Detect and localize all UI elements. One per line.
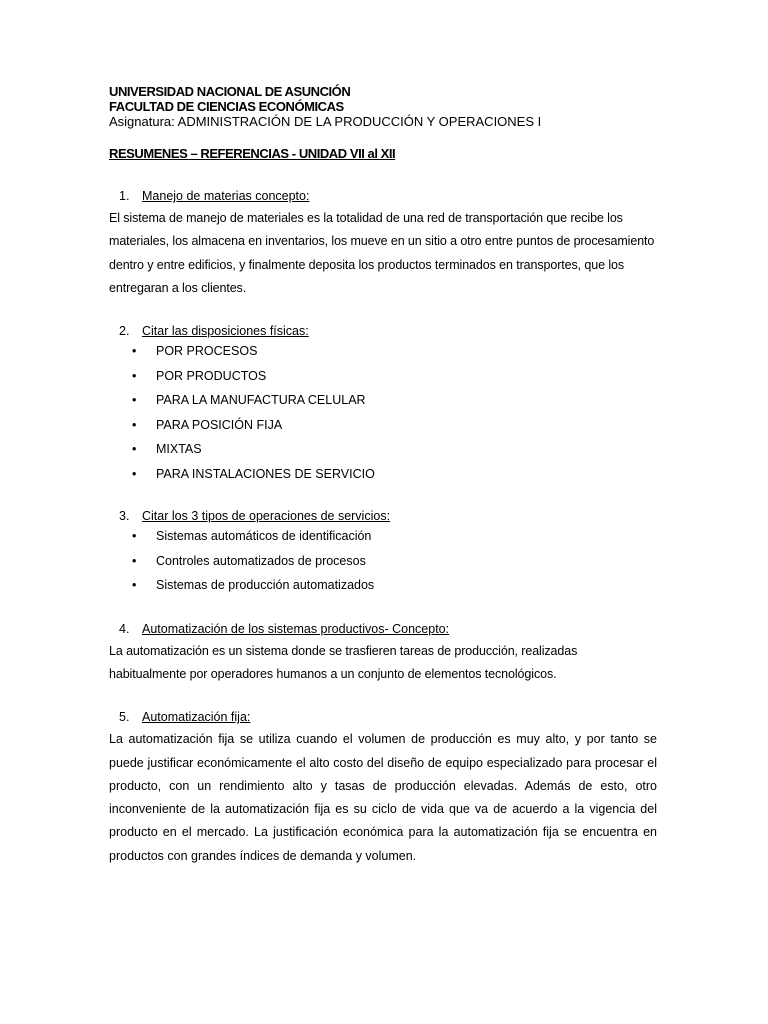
list-item [109,573,657,598]
bullet-icon: • [132,417,137,432]
list-item [109,462,657,487]
bullet-icon: • [132,368,137,383]
question-title: Citar los 3 tipos de operaciones de servicios: [142,509,391,524]
subject-line: Asignatura: ADMINISTRACIÓN DE LA PRODUCCIÓN Y OPERACIONES I [109,114,542,129]
list-item-text: PARA POSICIÓN FIJA [156,417,283,432]
question-number: 2. [119,324,130,339]
document-header [109,84,657,129]
question-heading [119,709,657,725]
list-item [109,524,657,549]
answer-paragraph: La automatización fija se utiliza cuando el volumen de producción es muy alto, y por tanto se puede justificar económicamente el alto costo del diseño de equipo especializado para procesar el producto, con un rendimiento alto y tasas de producción elevadas. Además de esto, otro inconveniente de la automatización fija es su ciclo de vida que va de acuerdo a la vigencia del producto en el mercado. La justificación económica para la automatización fija se encuentra en productos con grandes índices de demanda y volumen. [109,732,657,863]
question-number: 5. [119,710,130,725]
bullet-icon: • [132,344,137,359]
document-page [109,84,657,868]
question-number: 4. [119,621,130,636]
bullet-icon: • [132,466,137,481]
list-item [109,413,657,438]
question-heading [119,621,657,637]
question-4 [109,621,657,687]
question-number: 1. [119,189,130,203]
list-item-text: Sistemas de producción automatizados [156,578,375,593]
question-heading [119,323,657,339]
question-5 [109,709,657,868]
faculty-name: FACULTAD DE CIENCIAS ECONÓMICAS [109,99,344,114]
bullet-icon: • [132,442,137,457]
list-item [109,339,657,364]
list-item-text: PARA LA MANUFACTURA CELULAR [156,393,366,408]
question-number: 3. [119,509,130,524]
question-title: Manejo de materias concepto: [142,189,310,203]
list-item-text: POR PRODUCTOS [156,368,267,383]
bullet-icon: • [132,578,137,593]
bullet-icon: • [132,393,137,408]
bullet-list [109,339,657,486]
list-item [109,437,657,462]
question-1 [109,188,657,300]
answer-paragraph: La automatización es un sistema donde se trasfieren tareas de producción, realizadas habitualmente por operadores humanos a un conjunto de elementos tecnológicos. [109,643,578,681]
list-item [109,364,657,389]
bullet-list [109,524,657,598]
question-title: Citar las disposiciones físicas: [142,324,309,339]
document-title: RESUMENES – REFERENCIAS - UNIDAD VII al XII [109,146,396,161]
bullet-icon: • [132,553,137,568]
question-3 [109,508,657,598]
list-item [109,388,657,413]
list-item-text: PARA INSTALACIONES DE SERVICIO [156,466,375,481]
list-item-text: Sistemas automáticos de identificación [156,529,372,544]
question-2 [109,323,657,486]
list-item-text: MIXTAS [156,442,202,457]
question-heading [119,508,657,524]
list-item [109,549,657,574]
university-name: UNIVERSIDAD NACIONAL DE ASUNCIÓN [109,84,351,99]
list-item-text: Controles automatizados de procesos [156,553,366,568]
list-item-text: POR PROCESOS [156,344,258,359]
bullet-icon: • [132,529,137,544]
answer-paragraph: El sistema de manejo de materiales es la totalidad de una red de transportación que recibe los materiales, los almacena en inventarios, los mueve en un sitio a otro entre puntos de procesamiento dentro y entre edificios, y finalmente deposita los productos terminados en transportes, que los entregaran a los clientes. [109,211,655,295]
question-heading [119,188,657,204]
question-title: Automatización fija: [142,710,251,725]
question-title: Automatización de los sistemas productivos- Concepto: [142,621,450,636]
